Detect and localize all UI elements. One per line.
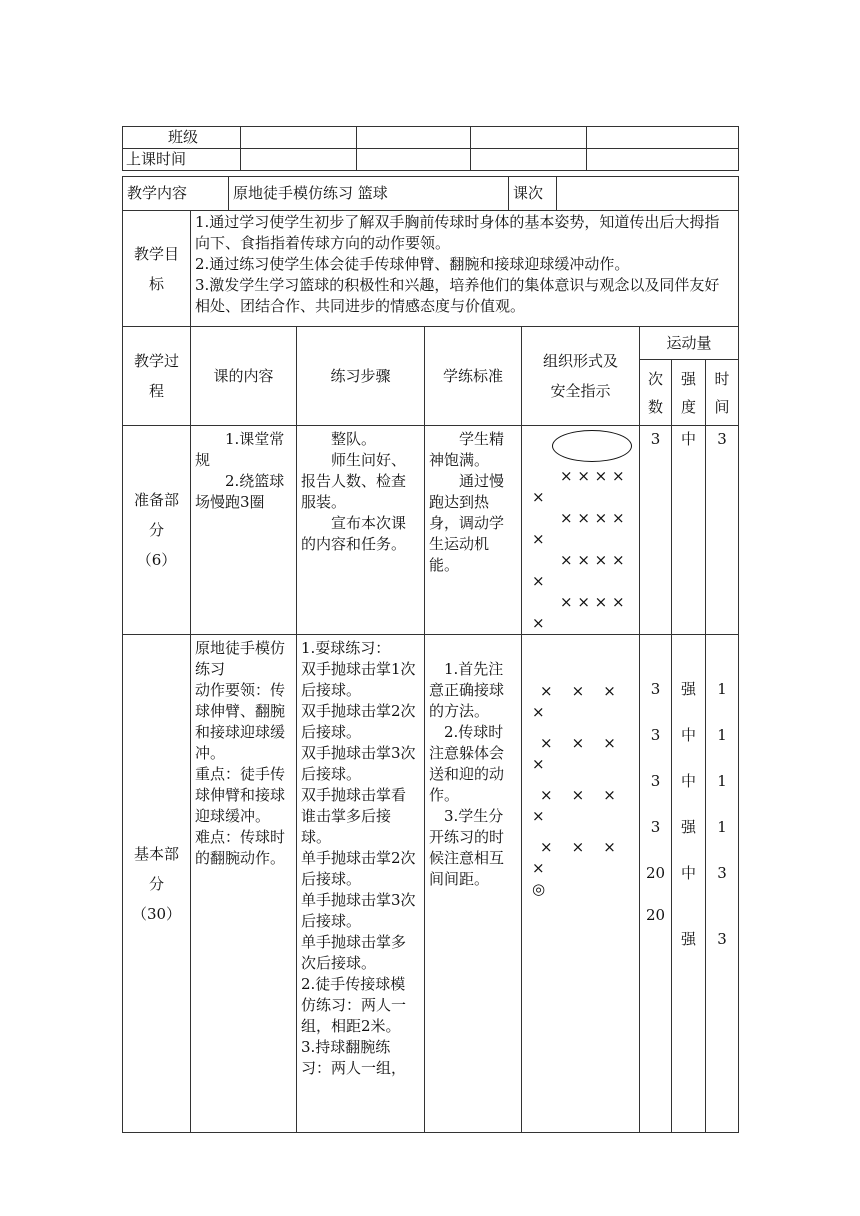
prep-content-item: 2.绕篮球场慢跑3圈 [195, 472, 285, 511]
process-header-line: 程 [148, 382, 164, 400]
basic-duration [706, 635, 739, 1133]
objectives-list [191, 211, 739, 327]
basic-intensity [672, 635, 706, 1133]
time-cell-3[interactable] [471, 149, 587, 171]
basic-times-value: 3 [650, 772, 661, 790]
basic-step: 1.耍球练习： [301, 639, 391, 657]
formation-row: × [532, 859, 545, 877]
times-header-line: 次 [647, 369, 663, 388]
prep-duration: 3 [706, 426, 739, 635]
basic-step: 双手抛球击掌3次后接球。 [301, 744, 416, 783]
basic-times-value: 3 [650, 726, 661, 744]
prep-steps [297, 426, 425, 635]
basic-intensity-value: 强 [680, 680, 696, 698]
prep-formation [522, 426, 640, 635]
intensity-header [672, 360, 706, 426]
basic-standard [425, 635, 522, 1133]
intensity-header-line: 强 [680, 369, 696, 388]
steps-header: 练习步骤 [297, 327, 425, 426]
formation-row: × × × × [560, 593, 625, 611]
basic-section-line: 基本部 [133, 844, 179, 863]
prep-section-line: 准备部 [133, 491, 179, 509]
basic-content-item: 难点：传球时的翻腕动作。 [195, 828, 286, 867]
prep-section-line: 分 [148, 521, 164, 539]
times-header-line: 数 [647, 397, 663, 416]
objectives-label-line: 教学目 [133, 244, 179, 263]
basic-standard-item: 2.传球时注意躲体会送和迎的动作。 [429, 723, 505, 804]
organization-header-line: 安全指示 [550, 382, 611, 400]
basic-content-item: 原地徒手模仿练习 [195, 639, 286, 678]
basic-times-value: 3 [650, 680, 661, 698]
content-value: 原地徒手模仿练习 篮球 [229, 177, 509, 211]
content-header: 课的内容 [191, 327, 297, 426]
basic-standard-item: 1.首先注意正确接球的方法。 [429, 660, 505, 720]
basic-section-line: 分 [148, 874, 164, 893]
basic-duration-value: 1 [717, 772, 727, 790]
basic-content-item: 动作要领：传球伸臂、翻腕和接球迎球缓冲。 [195, 681, 286, 762]
basic-intensity-value: 强 [680, 930, 696, 948]
basic-steps [297, 635, 425, 1133]
standard-header: 学练标准 [425, 327, 522, 426]
basic-duration-value: 3 [717, 930, 727, 948]
basic-step: 双手抛球击掌看谁击掌多后接球。 [301, 786, 407, 846]
formation-row: × [532, 488, 545, 506]
basic-times-value: 20 [645, 906, 666, 924]
organization-header [522, 327, 640, 426]
class-cell-3[interactable] [471, 127, 587, 149]
objective-item: 2.通过练习使学生体会徒手传球伸臂、翻腕和接球迎球缓冲动作。 [195, 255, 630, 273]
basic-step: 单手抛球击掌2次后接球。 [301, 849, 416, 888]
basic-step: 2.徒手传接球模仿练习：两人一组，相距2米。 [301, 975, 407, 1035]
basic-section [123, 635, 191, 1133]
basic-duration-value: 1 [717, 726, 727, 744]
times-header [640, 360, 672, 426]
process-header [123, 327, 191, 426]
prep-standard-item: 通过慢跑达到热身，调动学生运动机能。 [429, 472, 505, 574]
prep-standard [425, 426, 522, 635]
duration-header-line: 时 [714, 369, 730, 388]
time-cell-4[interactable] [587, 149, 739, 171]
prep-step: 整队。 [331, 430, 377, 448]
prep-step: 宣布本次课的内容和任务。 [301, 514, 407, 553]
duration-header [706, 360, 739, 426]
load-header: 运动量 [640, 327, 739, 360]
basic-content [191, 635, 297, 1133]
session-value[interactable] [557, 177, 739, 211]
intensity-header-line: 度 [680, 397, 696, 416]
objectives-label [123, 211, 191, 327]
formation-row: × × × [540, 838, 616, 856]
content-table [122, 176, 739, 211]
prep-content [191, 426, 297, 635]
class-cell-4[interactable] [587, 127, 739, 149]
basic-step: 单手抛球击掌3次后接球。 [301, 891, 416, 930]
objectives-table [122, 210, 739, 327]
basic-formation [522, 635, 640, 1133]
formation-row: × × × [540, 682, 616, 700]
time-label: 上课时间 [123, 149, 241, 171]
basic-standard-item: 3.学生分开练习的时候注意相互间间距。 [429, 807, 505, 888]
session-label: 课次 [509, 177, 557, 211]
class-cell-1[interactable] [241, 127, 357, 149]
class-cell-2[interactable] [357, 127, 471, 149]
time-cell-1[interactable] [241, 149, 357, 171]
prep-section [123, 426, 191, 635]
formation-row: × × × × [560, 509, 625, 527]
content-label: 教学内容 [123, 177, 229, 211]
process-table [122, 326, 739, 1133]
prep-standard-item: 学生精神饱满。 [429, 430, 505, 469]
prep-content-item: 1.课堂常规 [195, 430, 285, 469]
basic-step: 单手抛球击掌多次后接球。 [301, 933, 407, 972]
class-info-table [122, 126, 739, 171]
basic-duration-value: 1 [717, 818, 727, 836]
basic-duration-value: 1 [717, 680, 727, 698]
process-header-line: 教学过 [133, 352, 179, 370]
formation-row: × × × × [560, 551, 625, 569]
basic-step: 3.持球翻腕练习：两人一组， [301, 1038, 407, 1077]
formation-row: × [532, 614, 545, 632]
formation-row: × [532, 530, 545, 548]
formation-row: × × × × [560, 467, 625, 485]
objective-item: 1.通过学习使学生初步了解双手胸前传球时身体的基本姿势，知道传出后大拇指向下、食指指着传球方向的动作要领。 [195, 213, 720, 252]
basic-intensity-value: 中 [680, 864, 696, 882]
teacher-oval-icon [552, 430, 632, 462]
objective-item: 3.激发学生学习篮球的积极性和兴趣，培养他们的集体意识与观念以及同伴友好相处、团结合作、共同进步的情感态度与价值观。 [195, 276, 720, 315]
formation-row: × [532, 807, 545, 825]
prep-section-line: （6） [136, 551, 177, 569]
objectives-label-line: 标 [148, 274, 164, 293]
formation-row: × [532, 703, 545, 721]
basic-step: 双手抛球击掌2次后接球。 [301, 702, 416, 741]
prep-times: 3 [640, 426, 672, 635]
basic-intensity-value: 中 [680, 772, 696, 790]
basic-times-value: 20 [645, 864, 666, 882]
organization-header-line: 组织形式及 [542, 352, 618, 370]
basic-content-item: 重点：徒手传球伸臂和接球迎球缓冲。 [195, 765, 286, 825]
basic-times-value: 3 [650, 818, 661, 836]
basic-intensity-value: 中 [680, 726, 696, 744]
formation-row: × × × [540, 734, 616, 752]
class-label: 班级 [123, 127, 241, 149]
formation-row: × × × [540, 786, 616, 804]
time-cell-2[interactable] [357, 149, 471, 171]
formation-row: × [532, 755, 545, 773]
basic-intensity-value: 强 [680, 818, 696, 836]
teacher-mark-icon: ◎ [532, 880, 546, 898]
duration-header-line: 间 [714, 397, 730, 416]
formation-row: × [532, 572, 545, 590]
prep-step: 师生问好、报告人数、检查服装。 [301, 451, 407, 511]
prep-intensity: 中 [672, 426, 706, 635]
basic-duration-value: 3 [717, 864, 727, 882]
basic-section-line: （30） [131, 904, 182, 923]
basic-times [640, 635, 672, 1133]
basic-step: 双手抛球击掌1次后接球。 [301, 660, 416, 699]
